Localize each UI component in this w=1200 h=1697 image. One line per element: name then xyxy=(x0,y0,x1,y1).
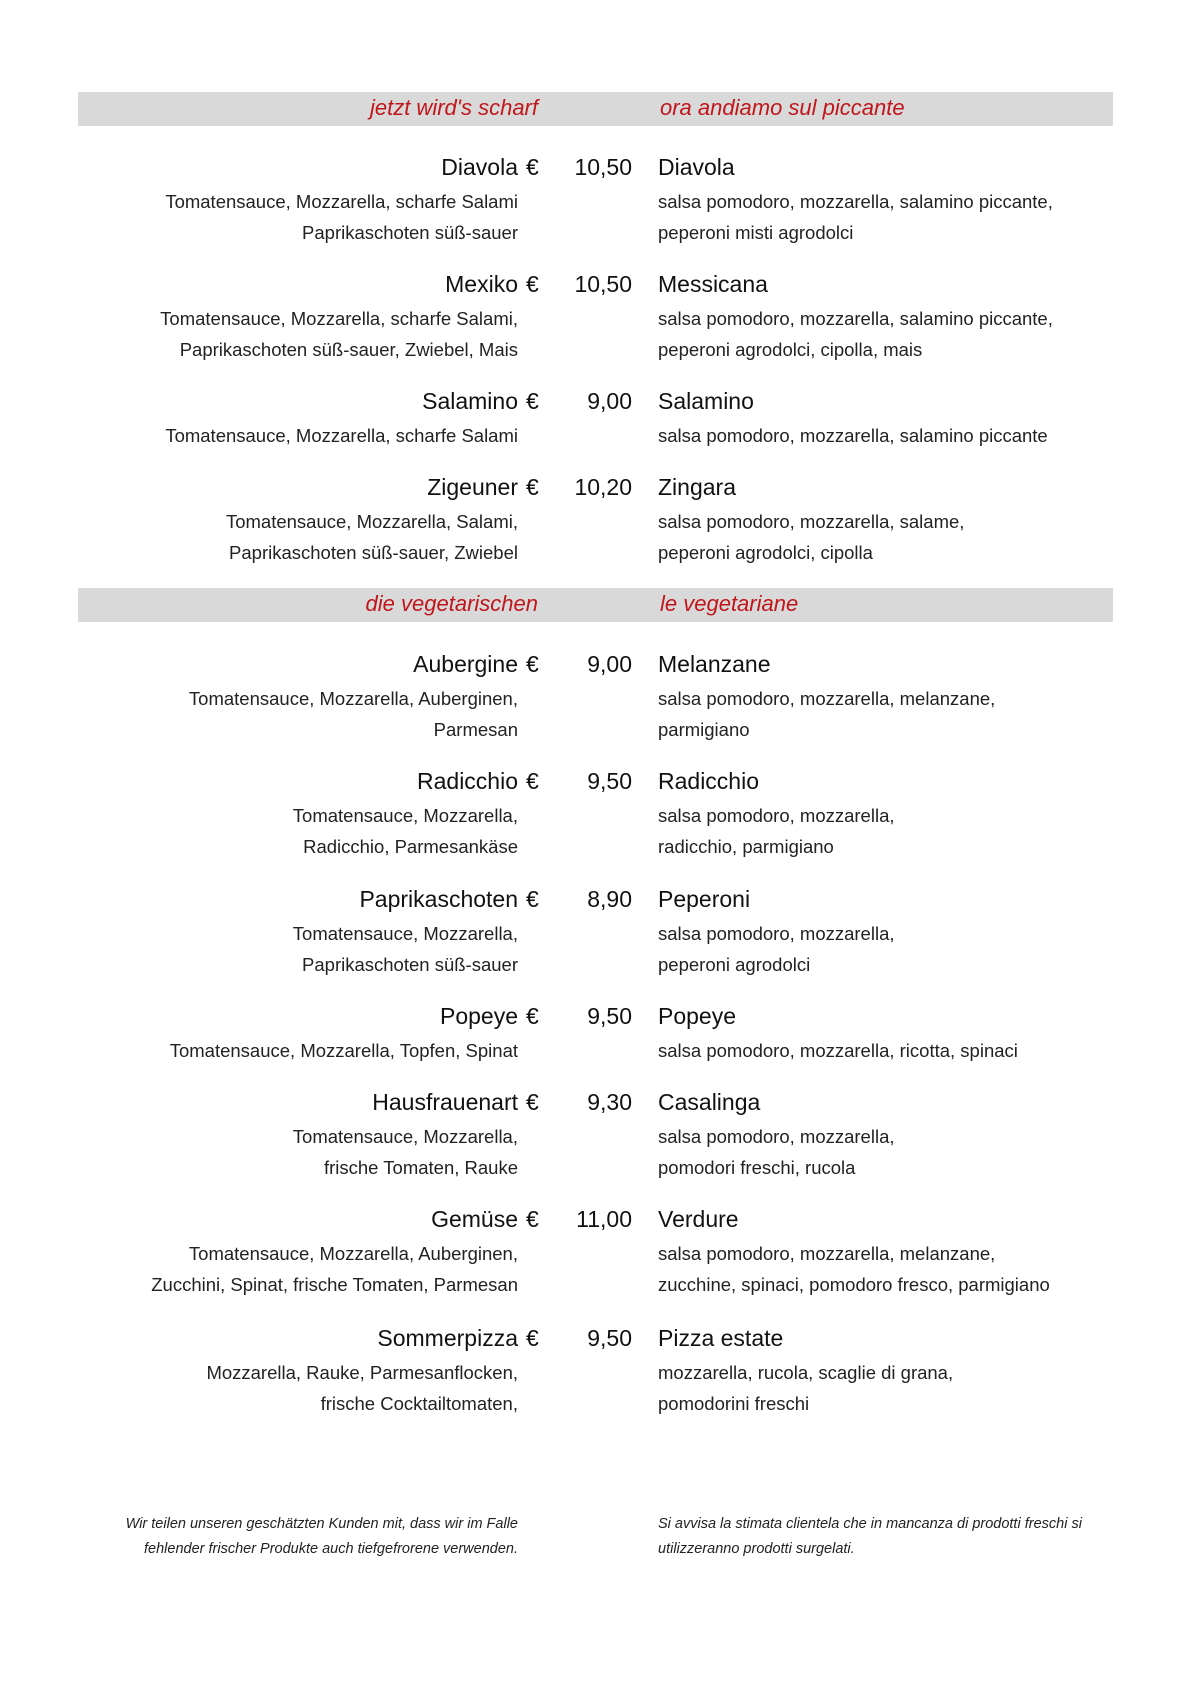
item-description-de xyxy=(160,304,518,365)
description-line: Tomatensauce, Mozzarella, xyxy=(292,805,518,826)
item-name-de: Zigeuner xyxy=(427,474,518,500)
description-line: frische Cocktailtomaten, xyxy=(320,1392,518,1414)
currency-symbol: € xyxy=(526,1206,539,1232)
description-line: peperoni agrodolci, cipolla, mais xyxy=(658,338,923,360)
item-price: 9,50 xyxy=(587,1325,632,1351)
item-description-it xyxy=(658,304,1053,365)
item-name-de: Mexiko xyxy=(445,271,518,297)
item-name-de: Salamino xyxy=(422,388,518,414)
description-line: Paprikaschoten süß-sauer xyxy=(302,221,518,243)
description-line: Tomatensauce, Mozzarella, scharfe Salami xyxy=(165,425,518,446)
footnote-it: Si avvisa la stimata clientela che in mancanza di prodotti freschi si utilizzeranno prodotti surgelati. xyxy=(658,1516,1082,1557)
description-line: salsa pomodoro, mozzarella, melanzane, xyxy=(658,1243,996,1264)
description-line: salsa pomodoro, mozzarella, ricotta, spinaci xyxy=(658,1040,1018,1061)
item-name-it: Peperoni xyxy=(658,886,751,912)
currency-symbol: € xyxy=(526,154,539,180)
item-description-de xyxy=(165,187,518,248)
description-line: Zucchini, Spinat, frische Tomaten, Parmesan xyxy=(151,1273,518,1295)
item-description-it xyxy=(658,507,964,568)
description-line: zucchine, spinaci, pomodoro fresco, parmigiano xyxy=(658,1273,1050,1295)
description-line: Radicchio, Parmesankäse xyxy=(303,835,518,857)
item-description-de xyxy=(165,421,518,452)
item-description-de xyxy=(206,1358,518,1419)
item-price: 9,50 xyxy=(587,768,632,794)
item-description-de xyxy=(189,684,518,745)
item-description-it xyxy=(658,919,895,980)
description-line: pomodorini freschi xyxy=(658,1392,810,1414)
item-description-de xyxy=(151,1239,518,1300)
description-line: salsa pomodoro, mozzarella, salamino piccante, xyxy=(658,191,1053,212)
item-name-it: Salamino xyxy=(658,388,754,414)
description-line: salsa pomodoro, mozzarella, xyxy=(658,1126,895,1147)
currency-symbol: € xyxy=(526,474,539,500)
item-name-de: Sommerpizza xyxy=(377,1325,518,1351)
item-price: 10,50 xyxy=(574,154,632,180)
item-name-it: Casalinga xyxy=(658,1089,761,1115)
item-name-de: Popeye xyxy=(439,1003,518,1029)
description-line: Tomatensauce, Mozzarella, Topfen, Spinat xyxy=(169,1040,518,1061)
currency-symbol: € xyxy=(526,1325,539,1351)
item-price: 8,90 xyxy=(587,886,632,912)
item-description-it xyxy=(658,1358,953,1419)
item-description-de xyxy=(293,919,518,980)
item-price: 9,30 xyxy=(587,1089,632,1115)
item-name-de: Diavola xyxy=(441,154,518,180)
description-line: Tomatensauce, Mozzarella, scharfe Salami xyxy=(165,191,518,212)
item-price: 9,00 xyxy=(587,651,632,677)
currency-symbol: € xyxy=(526,1003,539,1029)
item-description-it xyxy=(658,1239,1050,1300)
description-line: salsa pomodoro, mozzarella, melanzane, xyxy=(658,688,996,709)
section-title-de: die vegetarischen xyxy=(365,591,538,616)
section-header-spicy xyxy=(78,92,1113,126)
item-description-it xyxy=(658,1122,895,1183)
description-line: salsa pomodoro, mozzarella, salamino piccante xyxy=(658,425,1048,446)
description-line: Tomatensauce, Mozzarella, scharfe Salami, xyxy=(160,308,518,329)
item-price: 10,20 xyxy=(574,474,632,500)
description-line: Paprikaschoten süß-sauer, Zwiebel, Mais xyxy=(179,338,518,360)
item-description-it xyxy=(658,421,1048,452)
description-line: peperoni agrodolci xyxy=(658,953,811,975)
item-name-de: Paprikaschoten xyxy=(359,886,518,912)
item-name-it: Radicchio xyxy=(658,768,759,794)
description-line: salsa pomodoro, mozzarella, salamino piccante, xyxy=(658,308,1053,329)
description-line: salsa pomodoro, mozzarella, xyxy=(658,923,895,944)
item-name-it: Verdure xyxy=(658,1206,739,1232)
item-name-it: Zingara xyxy=(658,474,736,500)
currency-symbol: € xyxy=(526,886,539,912)
item-name-de: Radicchio xyxy=(417,768,518,794)
item-name-it: Melanzane xyxy=(658,651,771,677)
currency-symbol: € xyxy=(526,271,539,297)
description-line: pomodori freschi, rucola xyxy=(658,1156,856,1178)
item-description-it xyxy=(658,684,995,745)
description-line: Parmesan xyxy=(433,718,518,740)
item-description-de xyxy=(226,507,518,568)
item-price: 10,50 xyxy=(574,271,632,297)
item-description-de xyxy=(293,801,518,862)
item-name-de: Aubergine xyxy=(413,651,518,677)
description-line: Tomatensauce, Mozzarella, xyxy=(292,923,518,944)
description-line: peperoni agrodolci, cipolla xyxy=(658,541,873,563)
item-price: 11,00 xyxy=(576,1206,632,1232)
description-line: Tomatensauce, Mozzarella, Auberginen, xyxy=(188,688,518,709)
description-line: Tomatensauce, Mozzarella, xyxy=(292,1126,518,1147)
description-line: peperoni misti agrodolci xyxy=(658,221,854,243)
description-line: Paprikaschoten süß-sauer, Zwiebel xyxy=(229,541,518,563)
item-name-de: Gemüse xyxy=(431,1206,518,1232)
section-title-it: ora andiamo sul piccante xyxy=(660,95,905,120)
currency-symbol: € xyxy=(526,651,539,677)
description-line: Mozzarella, Rauke, Parmesanflocken, xyxy=(206,1362,518,1383)
currency-symbol: € xyxy=(526,768,539,794)
item-description-it xyxy=(658,801,895,862)
section-title-de: jetzt wird's scharf xyxy=(369,95,538,120)
description-line: salsa pomodoro, mozzarella, salame, xyxy=(658,511,965,532)
item-name-de: Hausfrauenart xyxy=(372,1089,518,1115)
description-line: Tomatensauce, Mozzarella, Salami, xyxy=(225,511,518,532)
item-price: 9,50 xyxy=(587,1003,632,1029)
item-name-it: Popeye xyxy=(658,1003,737,1029)
item-description-de xyxy=(170,1036,518,1067)
description-line: Paprikaschoten süß-sauer xyxy=(302,953,518,975)
item-description-it xyxy=(658,1036,1018,1067)
currency-symbol: € xyxy=(526,1089,539,1115)
description-line: salsa pomodoro, mozzarella, xyxy=(658,805,895,826)
section-header-vegetarian xyxy=(78,588,1113,622)
section-title-it: le vegetariane xyxy=(660,591,799,616)
item-price: 9,00 xyxy=(587,388,632,414)
footnote-de: Wir teilen unseren geschätzten Kunden mit, dass wir im Falle fehlender frischer Produkte auch tiefgefrorene verwenden. xyxy=(125,1516,518,1557)
item-description-de xyxy=(293,1122,518,1183)
item-name-it: Pizza estate xyxy=(658,1325,784,1351)
description-line: mozzarella, rucola, scaglie di grana, xyxy=(658,1362,954,1383)
description-line: parmigiano xyxy=(658,718,750,740)
description-line: Tomatensauce, Mozzarella, Auberginen, xyxy=(188,1243,518,1264)
currency-symbol: € xyxy=(526,388,539,414)
description-line: frische Tomaten, Rauke xyxy=(323,1156,518,1178)
item-description-it xyxy=(658,187,1053,248)
description-line: radicchio, parmigiano xyxy=(658,835,834,857)
item-name-it: Messicana xyxy=(658,271,768,297)
item-name-it: Diavola xyxy=(658,154,735,180)
